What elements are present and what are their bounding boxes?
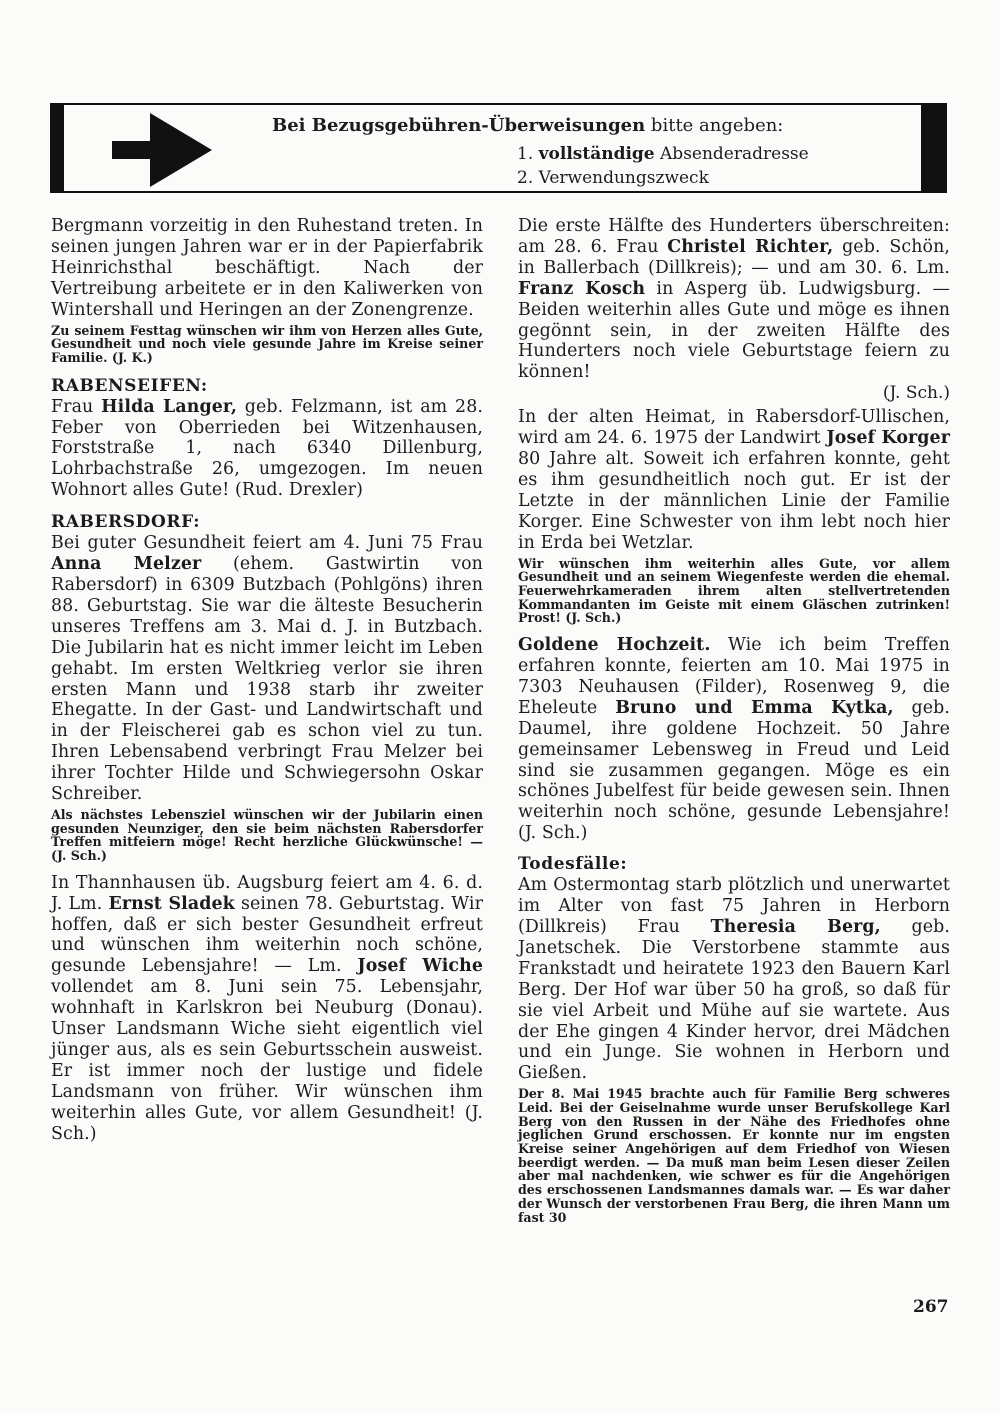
notice-heading-bold: Bei Bezugsgebühren-Überweisungen: [272, 115, 646, 136]
paragraph-bergmann: Bergmann vorzeitig in den Ruhestand treten. In seinen jungen Jahren war er in der Papierfabrik Heinrichsthal beschäftigt. Nach der Vertreibung arbeitete er in den Kaliwerken von Wintershall und Heringen an der Zonengrenze.: [51, 216, 483, 320]
signature-j-sch: (J. Sch.): [882, 383, 950, 404]
paragraph-anna-melzer: [51, 533, 483, 805]
notice-item-2-text: Verwendungszweck: [538, 168, 709, 188]
text-run: Frau: [51, 396, 102, 417]
notice-item-1-rest: Absenderadresse: [654, 144, 809, 164]
notice-item-1: [517, 142, 809, 166]
paragraph-sladek-wiche: [51, 873, 483, 1145]
text-run: Am Ostermontag starb plötzlich und unerwartet im Alter von fast 75 Jahren in Herborn (Dillkreis) Frau: [518, 875, 950, 937]
page-number: 267: [913, 1297, 949, 1317]
notice-item-2: [517, 166, 709, 190]
name-ernst-sladek: Ernst Sladek: [108, 893, 235, 914]
text-run: Bei guter Gesundheit feiert am 4. Juni 75 Frau: [51, 533, 483, 554]
text-run: (ehem. Gastwirtin von Rabersdorf) in 6309 Butzbach (Pohlgöns) ihren 88. Geburtstag. Sie war die älteste Besucherin unseres Treffens am 3. Mai d. J. in Butzbach. Die Jubilarin hat es nicht immer leicht im Leben gehabt. Im ersten Weltkrieg verlor sie ihren ersten Mann und 1938 starb ihr zweiter Ehegatte. In der Gast- und Landwirtschaft und in der Fleischerei gab es schon viel zu tun. Ihren Lebensabend verbringt Frau Melzer bei ihrer Tochter Hilde und Schwiegersohn Oskar Schreiber.: [51, 554, 483, 805]
text-run: 80 Jahre alt. Soweit ich erfahren konnte, geht es ihm gesundheitlich noch gut. Er ist der Letzte in der männlichen Linie der Familie Korger. Eine Schwester von ihm lebt noch hier in Erda bei Wetzlar.: [518, 449, 950, 553]
paragraph-josef-korger: [518, 407, 950, 553]
left-column: [51, 216, 483, 1154]
note-wiegenfest: Wir wünschen ihm weiterhin alles Gute, vor allem Gesundheit und an seinem Wiegenfeste werden die ehemal. Feuerwehrkameraden ihrem alten stellvertretenden Kommandanten im Geiste mit einem Gläschen zutrinken! Prost! (J. Sch.): [518, 555, 950, 626]
note-festtag: Zu seinem Festtag wünschen wir ihm von Herzen alles Gute, Gesundheit und noch viele gesunde Jahre im Kreise seiner Familie. (J. K.): [51, 322, 483, 365]
name-josef-wiche: Josef Wiche: [357, 956, 483, 977]
text-run: geb. Daumel, ihre goldene Hochzeit. 50 Jahre gemeinsamer Lebensweg in Freud und Leid sind sie zusammen gegangen. Möge es ein schönes Jubelfest für beide gewesen sein. Ihnen weiterhin noch schöne, gesunde Lebensjahre! (J. Sch.): [518, 697, 950, 844]
payment-notice-box: [50, 103, 947, 193]
paragraph-goldene-hochzeit: [518, 635, 950, 844]
text-run: seinen 78. Geburtstag. Wir hoffen, daß er sich bester Gesundheit erfreut und wünschen ihm weiterhin noch schöne, gesunde Lebensjahre! — Lm.: [51, 893, 483, 977]
text-run: In Thannhausen üb. Augsburg feiert am 4. 6. d. J. Lm.: [51, 872, 483, 914]
notice-heading: [272, 113, 783, 139]
arrow-right-icon: [112, 113, 212, 187]
paragraph-theresia-berg: [518, 875, 950, 1084]
text-run: in Asperg üb. Ludwigsburg. — Beiden weiterhin alles Gute und möge es ihnen gegönnt sein, in der zweiten Hälfte des Hunderters noch viele Geburtstage feiern zu können!: [518, 278, 950, 383]
name-hilda-langer: Hilda Langer,: [101, 396, 238, 417]
paragraph-hilda-langer: [51, 397, 483, 502]
notice-item-2-number: 2.: [517, 168, 534, 188]
name-christel-richter: Christel Richter,: [667, 236, 834, 257]
notice-right-bar: [921, 105, 947, 191]
notice-item-1-number: 1.: [517, 144, 534, 164]
name-josef-korger: Josef Korger: [826, 428, 950, 449]
paragraph-hunderter: [518, 216, 950, 383]
name-anna-melzer: Anna Melzer: [51, 554, 202, 575]
text-run: In der alten Heimat, in Rabersdorf-Ullischen, wird am 24. 6. 1975 der Landwirt: [518, 407, 950, 449]
subheading-goldene-hochzeit: Goldene Hochzeit.: [518, 635, 711, 656]
text-run: geb. Schön, in Ballerbach (Dillkreis); — und am 30. 6. Lm.: [518, 236, 950, 278]
notice-left-bar: [50, 105, 64, 191]
heading-todesfaelle: Todesfälle:: [518, 854, 628, 875]
name-bruno-emma-kytka: Bruno und Emma Kytka,: [615, 697, 894, 718]
right-column: [518, 216, 950, 1234]
notice-item-1-bold: vollständige: [538, 144, 655, 164]
text-run: geb. Felzmann, ist am 28. Feber von Oberrieden bei Witzenhausen, Forststraße 1, nach 6340 Dillenburg, Lohrbachstraße 26, umgezogen. Im neuen Wohnort alles Gute! (Rud. Drexler): [51, 396, 483, 501]
name-franz-kosch: Franz Kosch: [518, 278, 646, 299]
heading-rabenseifen: RABENSEIFEN:: [51, 375, 208, 396]
text-run: Die erste Hälfte des Hunderters überschreiten: am 28. 6. Frau: [518, 216, 950, 257]
notice-heading-rest: bitte angeben:: [645, 115, 784, 136]
note-lebensziel: Als nächstes Lebensziel wünschen wir der Jubilarin einen gesunden Neunziger, den sie beim nächsten Rabersdorfer Treffen mitfeiern möge! Recht herzliche Glückwünsche! — (J. Sch.): [51, 806, 483, 864]
heading-rabersdorf: RABERSDORF:: [51, 512, 201, 533]
text-run: Wie ich beim Treffen erfahren konnte, feierten am 10. Mai 1975 in 7303 Neuhausen (Filder), Rosenweg 9, die Eheleute: [518, 635, 950, 718]
note-8-mai-1945: Der 8. Mai 1945 brachte auch für Familie Berg schweres Leid. Bei der Geiselnahme wurde unser Berufskollege Karl Berg von den Russen in der Nähe des Friedhofes ohne jeglichen Grund erschossen. Er konnte nur im engsten Kreise seiner Angehörigen auf dem Friedhof von Wiesen beerdigt werden. — Da muß man beim Lesen dieser Zeilen aber mal nachdenken, wie schwer es für die Angehörigen des erschossenen Landsmannes damals war. — Es war daher der Wunsch der verstorbenen Frau Berg, die ihren Mann um fast 30: [518, 1086, 950, 1225]
text-run: geb. Janetschek. Die Verstorbene stammte aus Frankstadt und heiratete 1923 den Bauern Karl Berg. Der Hof war über 50 ha groß, so daß für sie viel Arbeit und Mühe auf sie wartete. Aus der Ehe gingen 4 Kinder hervor, drei Mädchen und ein Junge. Sie wohnen in Herborn und Gießen.: [518, 916, 950, 1084]
text-run: vollendet am 8. Juni sein 75. Lebensjahr, wohnhaft in Karlskron bei Neuburg (Donau). Unser Landsmann Wiche sieht eigentlich viel jünger aus, als es sein Geburtsschein ausweist. Er ist immer noch der lustige und fidele Landsmann von früher. Wir wünschen ihm weiterhin alles Gute, vor allem Gesundheit! (J. Sch.): [51, 977, 483, 1144]
name-theresia-berg: Theresia Berg,: [710, 916, 881, 937]
